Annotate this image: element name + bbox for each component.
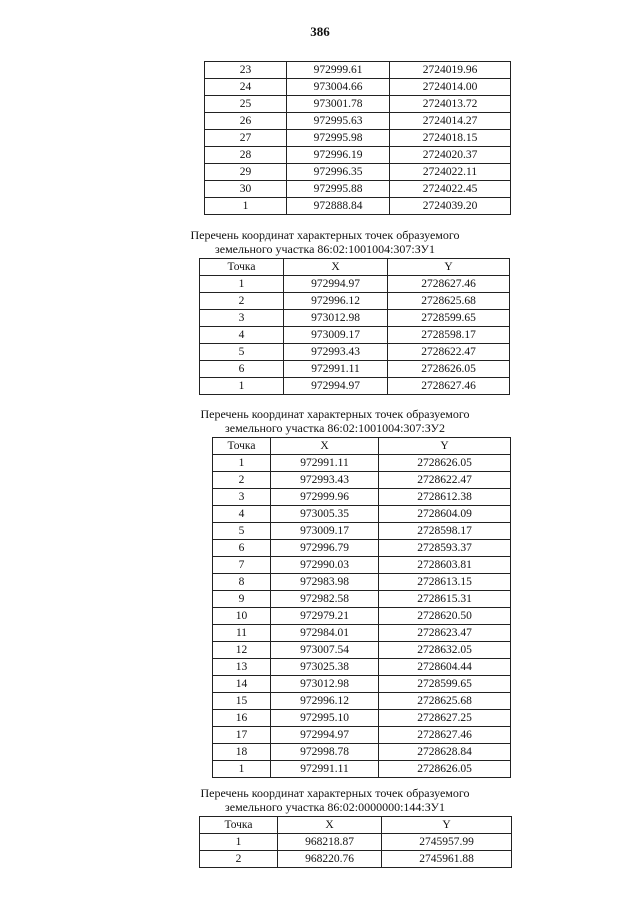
table-row	[213, 557, 511, 574]
y-cell: 2724014.00	[390, 79, 511, 96]
point-cell: 2	[200, 293, 284, 310]
x-cell: 973007.54	[271, 642, 379, 659]
x-cell: 972996.19	[287, 147, 390, 164]
table-row	[213, 744, 511, 761]
y-cell: 2728625.68	[379, 693, 511, 710]
x-cell: 973005.35	[271, 506, 379, 523]
y-cell: 2728603.81	[379, 557, 511, 574]
caption-line: Перечень координат характерных точек образуемого	[200, 786, 470, 800]
table-row	[205, 113, 511, 130]
point-cell: 18	[213, 744, 271, 761]
x-cell: 972991.11	[284, 361, 388, 378]
x-cell: 973004.66	[287, 79, 390, 96]
section-caption-zu1	[150, 228, 500, 256]
point-cell: 1	[213, 761, 271, 778]
point-cell: 11	[213, 625, 271, 642]
point-cell: 28	[205, 147, 287, 164]
table-row	[213, 472, 511, 489]
x-cell: 972996.12	[271, 693, 379, 710]
column-header: X	[284, 259, 388, 276]
table-row	[205, 147, 511, 164]
point-cell: 1	[213, 455, 271, 472]
y-cell: 2728615.31	[379, 591, 511, 608]
x-cell: 973025.38	[271, 659, 379, 676]
point-cell: 16	[213, 710, 271, 727]
column-header: X	[271, 438, 379, 455]
table-row	[200, 276, 510, 293]
point-cell: 7	[213, 557, 271, 574]
point-cell: 9	[213, 591, 271, 608]
point-cell: 24	[205, 79, 287, 96]
y-cell: 2728626.05	[388, 361, 510, 378]
point-cell: 3	[200, 310, 284, 327]
coordinates-table-144-zu1	[199, 816, 512, 868]
y-cell: 2745957.99	[382, 834, 512, 851]
x-cell: 972999.96	[271, 489, 379, 506]
y-cell: 2728632.05	[379, 642, 511, 659]
table-row	[213, 727, 511, 744]
table-row	[200, 310, 510, 327]
column-header: X	[278, 817, 382, 834]
x-cell: 972991.11	[271, 455, 379, 472]
table-row	[213, 710, 511, 727]
point-cell: 1	[205, 198, 287, 215]
table-row	[205, 198, 511, 215]
x-cell: 973001.78	[287, 96, 390, 113]
y-cell: 2728626.05	[379, 455, 511, 472]
point-cell: 12	[213, 642, 271, 659]
page-number: 386	[310, 24, 330, 39]
y-cell: 2728604.44	[379, 659, 511, 676]
x-cell: 972995.88	[287, 181, 390, 198]
point-cell: 4	[200, 327, 284, 344]
point-cell: 2	[213, 472, 271, 489]
y-cell: 2728604.09	[379, 506, 511, 523]
y-cell: 2724020.37	[390, 147, 511, 164]
y-cell: 2728622.47	[379, 472, 511, 489]
point-cell: 5	[213, 523, 271, 540]
x-cell: 972993.43	[271, 472, 379, 489]
point-cell: 23	[205, 62, 287, 79]
point-cell: 27	[205, 130, 287, 147]
table-row	[213, 523, 511, 540]
caption-line: Перечень координат характерных точек образуемого	[200, 407, 470, 421]
y-cell: 2724013.72	[390, 96, 511, 113]
column-header: Точка	[213, 438, 271, 455]
table-row	[213, 489, 511, 506]
x-cell: 972996.79	[271, 540, 379, 557]
x-cell: 972994.97	[284, 276, 388, 293]
table-row	[200, 327, 510, 344]
x-cell: 973009.17	[271, 523, 379, 540]
table-row	[205, 79, 511, 96]
y-cell: 2728613.15	[379, 574, 511, 591]
point-cell: 2	[200, 851, 278, 868]
x-cell: 972995.98	[287, 130, 390, 147]
x-cell: 972999.61	[287, 62, 390, 79]
x-cell: 972979.21	[271, 608, 379, 625]
x-cell: 972998.78	[271, 744, 379, 761]
table-row	[200, 344, 510, 361]
table-row	[213, 591, 511, 608]
point-cell: 4	[213, 506, 271, 523]
table-row	[200, 834, 512, 851]
y-cell: 2728626.05	[379, 761, 511, 778]
y-cell: 2728628.84	[379, 744, 511, 761]
x-cell: 972995.10	[271, 710, 379, 727]
table-row	[200, 293, 510, 310]
point-cell: 13	[213, 659, 271, 676]
y-cell: 2724019.96	[390, 62, 511, 79]
y-cell: 2728625.68	[388, 293, 510, 310]
x-cell: 972982.58	[271, 591, 379, 608]
column-header: Y	[382, 817, 512, 834]
x-cell: 972996.35	[287, 164, 390, 181]
table-row	[213, 676, 511, 693]
table-row	[213, 625, 511, 642]
point-cell: 15	[213, 693, 271, 710]
caption-line: Перечень координат характерных точек образуемого	[190, 228, 460, 242]
y-cell: 2728599.65	[388, 310, 510, 327]
table-row	[205, 96, 511, 113]
y-cell: 2728622.47	[388, 344, 510, 361]
column-header: Точка	[200, 259, 284, 276]
coordinates-table-zu2	[212, 437, 511, 778]
y-cell: 2745961.88	[382, 851, 512, 868]
point-cell: 1	[200, 834, 278, 851]
x-cell: 972993.43	[284, 344, 388, 361]
table-row	[213, 608, 511, 625]
y-cell: 2728627.46	[388, 276, 510, 293]
table-row	[205, 130, 511, 147]
table-row	[213, 455, 511, 472]
table-row	[213, 761, 511, 778]
x-cell: 972888.84	[287, 198, 390, 215]
table-row	[200, 361, 510, 378]
point-cell: 1	[200, 276, 284, 293]
y-cell: 2728627.25	[379, 710, 511, 727]
y-cell: 2728627.46	[388, 378, 510, 395]
y-cell: 2728620.50	[379, 608, 511, 625]
x-cell: 972991.11	[271, 761, 379, 778]
x-cell: 973009.17	[284, 327, 388, 344]
section-caption-zu2	[150, 407, 520, 435]
caption-line: земельного участка 86:02:1001004:307:ЗУ1	[215, 242, 435, 256]
y-cell: 2728598.17	[388, 327, 510, 344]
column-header: Y	[379, 438, 511, 455]
y-cell: 2724039.20	[390, 198, 511, 215]
y-cell: 2728612.38	[379, 489, 511, 506]
y-cell: 2724022.11	[390, 164, 511, 181]
x-cell: 972990.03	[271, 557, 379, 574]
y-cell: 2728627.46	[379, 727, 511, 744]
x-cell: 972994.97	[284, 378, 388, 395]
y-cell: 2728593.37	[379, 540, 511, 557]
table-row	[213, 659, 511, 676]
x-cell: 972984.01	[271, 625, 379, 642]
column-header: Y	[388, 259, 510, 276]
point-cell: 8	[213, 574, 271, 591]
point-cell: 17	[213, 727, 271, 744]
table-row	[213, 642, 511, 659]
caption-line: земельного участка 86:02:1001004:307:ЗУ2	[225, 421, 445, 435]
point-cell: 6	[213, 540, 271, 557]
table-row	[213, 693, 511, 710]
section-caption-144-zu1	[150, 786, 520, 814]
table-row	[200, 851, 512, 868]
x-cell: 972994.97	[271, 727, 379, 744]
x-cell: 972983.98	[271, 574, 379, 591]
table-row	[213, 506, 511, 523]
table-row	[205, 181, 511, 198]
coordinates-table-zu1	[199, 258, 510, 395]
y-cell: 2724018.15	[390, 130, 511, 147]
table-row	[213, 574, 511, 591]
column-header: Точка	[200, 817, 278, 834]
y-cell: 2728599.65	[379, 676, 511, 693]
y-cell: 2724022.45	[390, 181, 511, 198]
point-cell: 5	[200, 344, 284, 361]
point-cell: 10	[213, 608, 271, 625]
table-row	[200, 378, 510, 395]
x-cell: 968220.76	[278, 851, 382, 868]
x-cell: 972995.63	[287, 113, 390, 130]
y-cell: 2728598.17	[379, 523, 511, 540]
y-cell: 2728623.47	[379, 625, 511, 642]
table-row	[213, 540, 511, 557]
x-cell: 972996.12	[284, 293, 388, 310]
x-cell: 968218.87	[278, 834, 382, 851]
coordinates-table-continued	[204, 61, 511, 215]
point-cell: 29	[205, 164, 287, 181]
point-cell: 26	[205, 113, 287, 130]
point-cell: 3	[213, 489, 271, 506]
y-cell: 2724014.27	[390, 113, 511, 130]
table-row	[205, 164, 511, 181]
table-row	[205, 62, 511, 79]
point-cell: 6	[200, 361, 284, 378]
point-cell: 25	[205, 96, 287, 113]
point-cell: 14	[213, 676, 271, 693]
point-cell: 30	[205, 181, 287, 198]
caption-line: земельного участка 86:02:0000000:144:ЗУ1	[225, 800, 445, 814]
point-cell: 1	[200, 378, 284, 395]
x-cell: 973012.98	[271, 676, 379, 693]
x-cell: 973012.98	[284, 310, 388, 327]
